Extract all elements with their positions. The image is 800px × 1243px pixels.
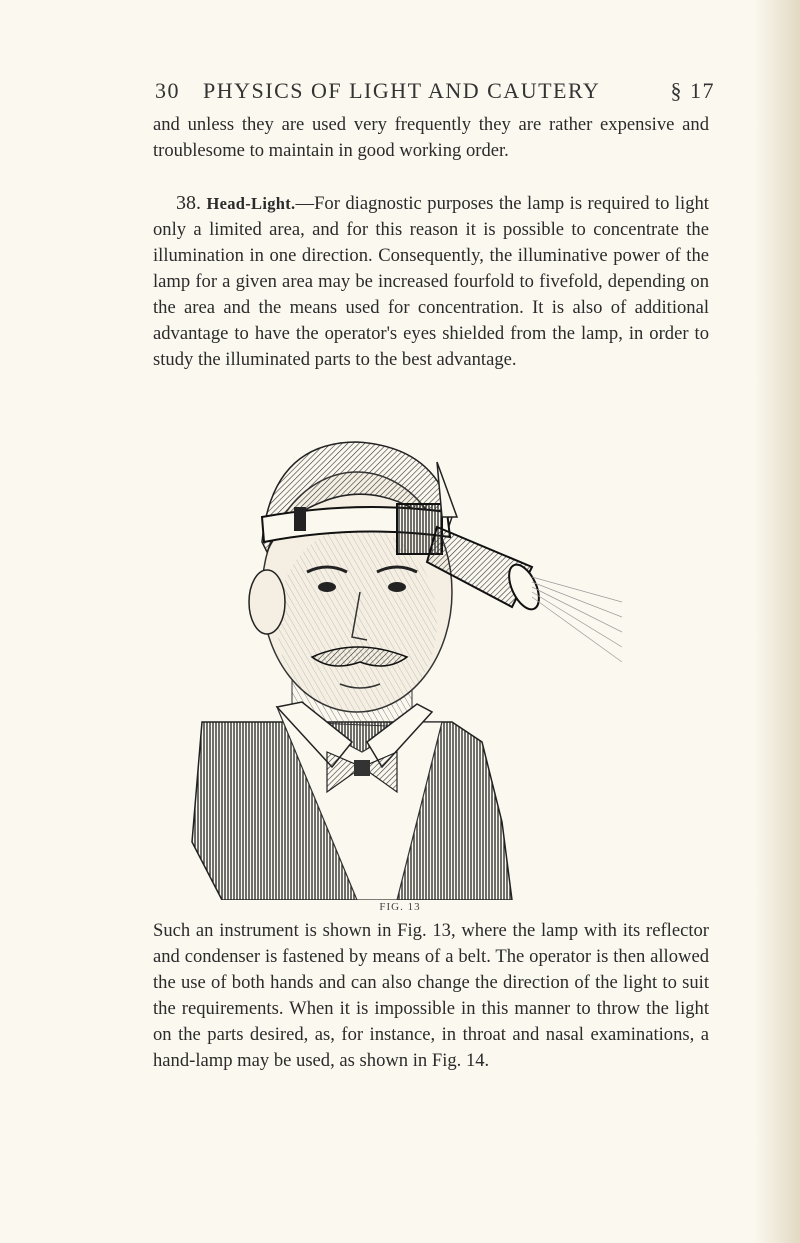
figure-head-light-illustration (182, 422, 622, 900)
paragraph-head-light (153, 190, 709, 373)
section-title: Head-Light. (206, 194, 296, 213)
running-header (155, 78, 715, 108)
page-number: 30 (155, 78, 180, 103)
paragraph-body: —For diagnostic purposes the lamp is required to light only a limited area, and for this reason it is possible to concentrate the illumination in one direction. Consequently, the illuminative power of the lamp for a given area may be increased fourfold to fivefold, depending on the area and the means used for concentration. It is also of additional advantage to have the operator's eyes shielded from the lamp, in order to study the illuminated parts to the best advantage. (153, 193, 709, 370)
page-edge-shadow (754, 0, 800, 1243)
running-title: PHYSICS OF LIGHT AND CAUTERY (203, 78, 601, 103)
paragraph-instrument-description: Such an instrument is shown in Fig. 13, where the lamp with its reflector and condenser is fastened by means of a belt. The operator is then allowed the use of both hands and can also change the direction of the light to suit the requirements. When it is impossible in this manner to throw the light on the parts desired, as, for instance, in throat and nasal examinations, a hand-lamp may be used, as shown in Fig. 14. (153, 920, 709, 1071)
section-marker: § 17 (670, 78, 715, 103)
figure-caption: FIG. 13 (379, 901, 421, 913)
section-number: 38. (176, 192, 201, 214)
engraving-illustration (182, 422, 622, 900)
paragraph-continuation: and unless they are used very frequently they are rather expensive and troublesome to maintain in good working order. (153, 114, 709, 161)
